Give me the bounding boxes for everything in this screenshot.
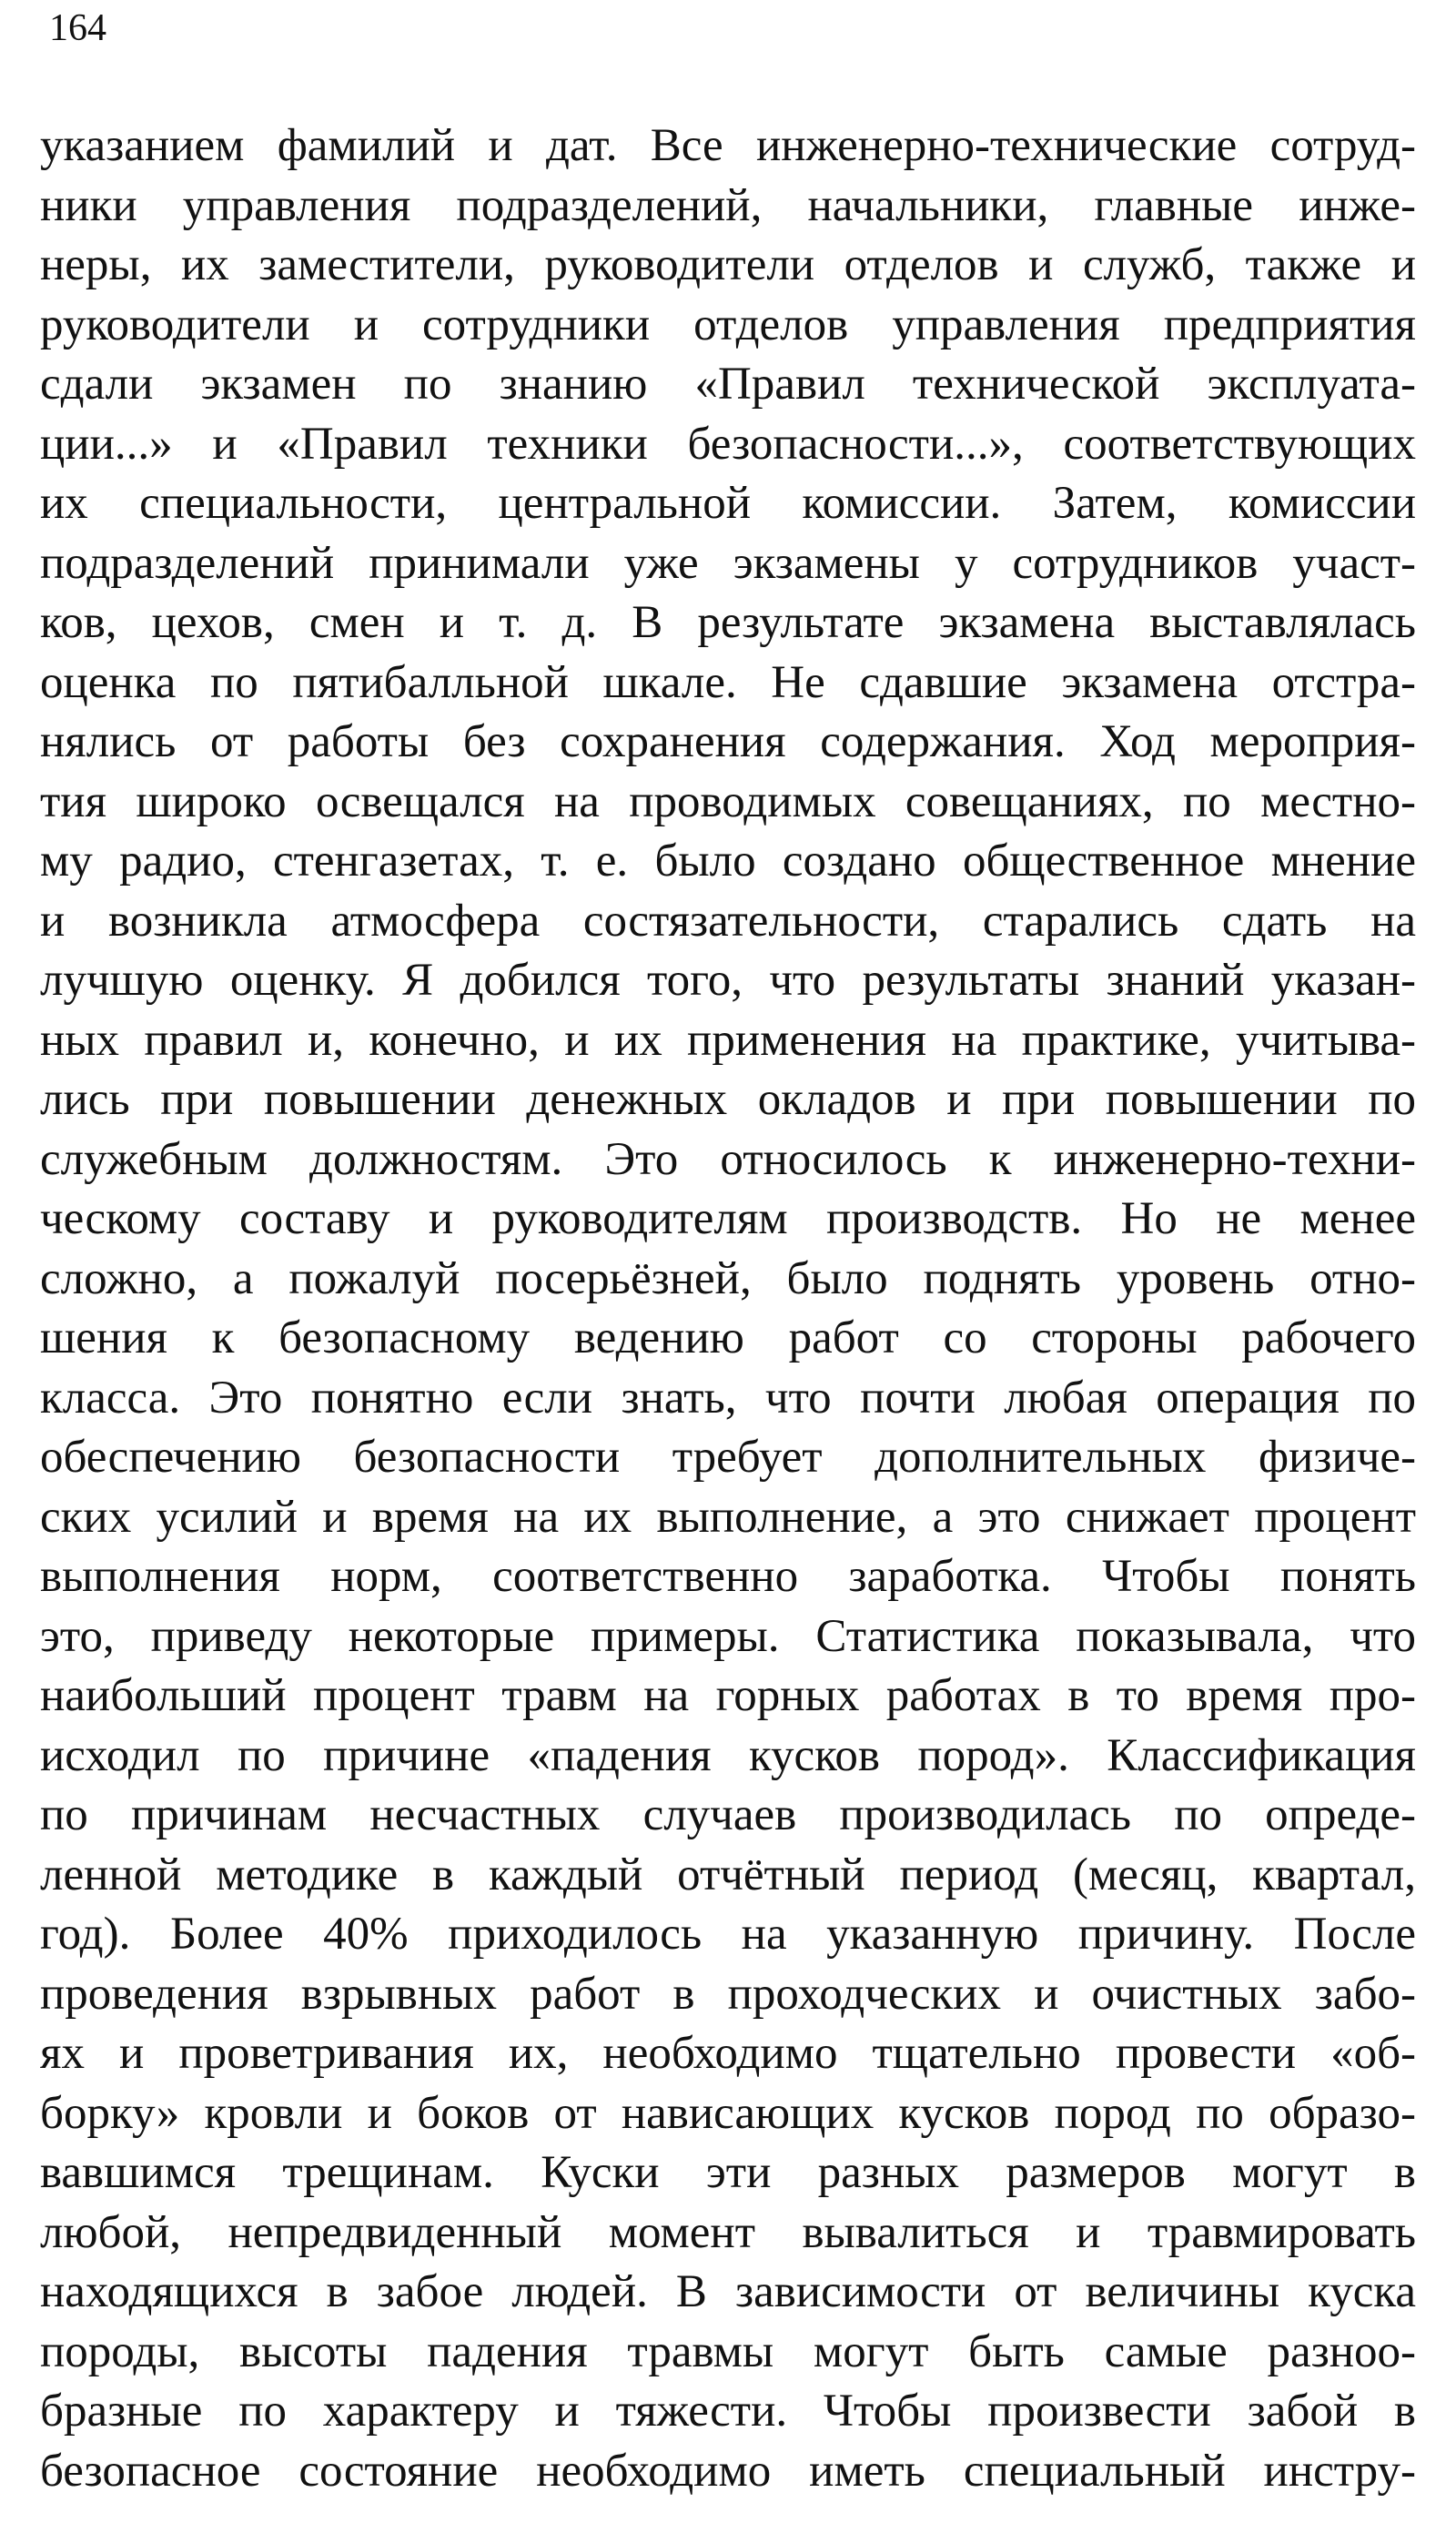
text-line: борку» кровли и боков от нависающих кусков пород по образо-: [40, 2087, 1416, 2139]
text-line: исходил по причине «падения кусков пород». Классификация: [40, 1729, 1416, 1781]
text-line: служебным должностям. Это относилось к инженерно-техни-: [40, 1133, 1416, 1185]
text-line: ники управления подразделений, начальники, главные инже-: [40, 179, 1416, 231]
text-line: выполнения норм, соответственно заработка. Чтобы понять: [40, 1551, 1416, 1602]
text-line: указанием фамилий и дат. Все инженерно-технические сотруд-: [40, 120, 1416, 171]
text-line: по причинам несчастных случаев производилась по опреде-: [40, 1789, 1416, 1840]
text-line: наибольший процент травм на горных работах в то время про-: [40, 1670, 1416, 1721]
text-line: проведения взрывных работ в проходческих и очистных забо-: [40, 1968, 1416, 2020]
page-number: 164: [49, 7, 106, 49]
text-line: класса. Это понятно если знать, что почти любая операция по: [40, 1372, 1416, 1424]
text-line: обеспечению безопасности требует дополнительных физиче-: [40, 1432, 1416, 1483]
text-line: их специальности, центральной комиссии. Затем, комиссии: [40, 478, 1416, 529]
text-line: и возникла атмосфера состязательности, старались сдать на: [40, 895, 1416, 947]
text-line: сдали экзамен по знанию «Правил технической эксплуата-: [40, 359, 1416, 410]
text-line: вавшимся трещинам. Куски эти разных размеров могут в: [40, 2147, 1416, 2198]
text-line: ков, цехов, смен и т. д. В результате экзамена выставлялась: [40, 597, 1416, 648]
text-line: породы, высоты падения травмы могут быть самые разноо-: [40, 2325, 1416, 2377]
text-line: ных правил и, конечно, и их применения на практике, учитыва-: [40, 1014, 1416, 1066]
text-line: шения к безопасному ведению работ со стороны рабочего: [40, 1312, 1416, 1363]
text-line: любой, непредвиденный момент вывалиться и травмировать: [40, 2206, 1416, 2258]
text-line: руководители и сотрудники отделов управления предприятия: [40, 299, 1416, 350]
text-line: оценка по пятибалльной шкале. Не сдавшие экзамена отстра-: [40, 656, 1416, 708]
text-line: ях и проветривания их, необходимо тщательно провести «об-: [40, 2028, 1416, 2079]
text-line: нялись от работы без сохранения содержания. Ход мероприя-: [40, 716, 1416, 767]
text-line: му радио, стенгазетах, т. е. было создано общественное мнение: [40, 836, 1416, 887]
body-text: [40, 117, 1416, 2501]
text-line: ских усилий и время на их выполнение, а это снижает процент: [40, 1491, 1416, 1543]
text-line: год). Более 40% приходилось на указанную причину. После: [40, 1909, 1416, 1960]
text-line: ции...» и «Правил техники безопасности...», соответствующих: [40, 418, 1416, 470]
text-line: неры, их заместители, руководители отделов и служб, также и: [40, 239, 1416, 290]
text-line: лись при повышении денежных окладов и при повышении по: [40, 1074, 1416, 1125]
text-line: бразные по характеру и тяжести. Чтобы произвести забой в: [40, 2386, 1416, 2437]
text-line: ленной методике в каждый отчётный период (месяц, квартал,: [40, 1849, 1416, 1900]
text-line: это, приведу некоторые примеры. Статистика показывала, что: [40, 1610, 1416, 1662]
text-line: сложно, а пожалуй посерьёзней, было поднять уровень отно-: [40, 1252, 1416, 1304]
text-line: тия широко освещался на проводимых совещаниях, по местно-: [40, 775, 1416, 827]
text-line: безопасное состояние необходимо иметь специальный инстру-: [40, 2445, 1416, 2497]
text-line: подразделений принимали уже экзамены у сотрудников участ-: [40, 537, 1416, 589]
text-line: лучшую оценку. Я добился того, что результаты знаний указан-: [40, 955, 1416, 1006]
text-line: ческому составу и руководителям производств. Но не менее: [40, 1193, 1416, 1244]
text-line: находящихся в забое людей. В зависимости от величины куска: [40, 2266, 1416, 2317]
